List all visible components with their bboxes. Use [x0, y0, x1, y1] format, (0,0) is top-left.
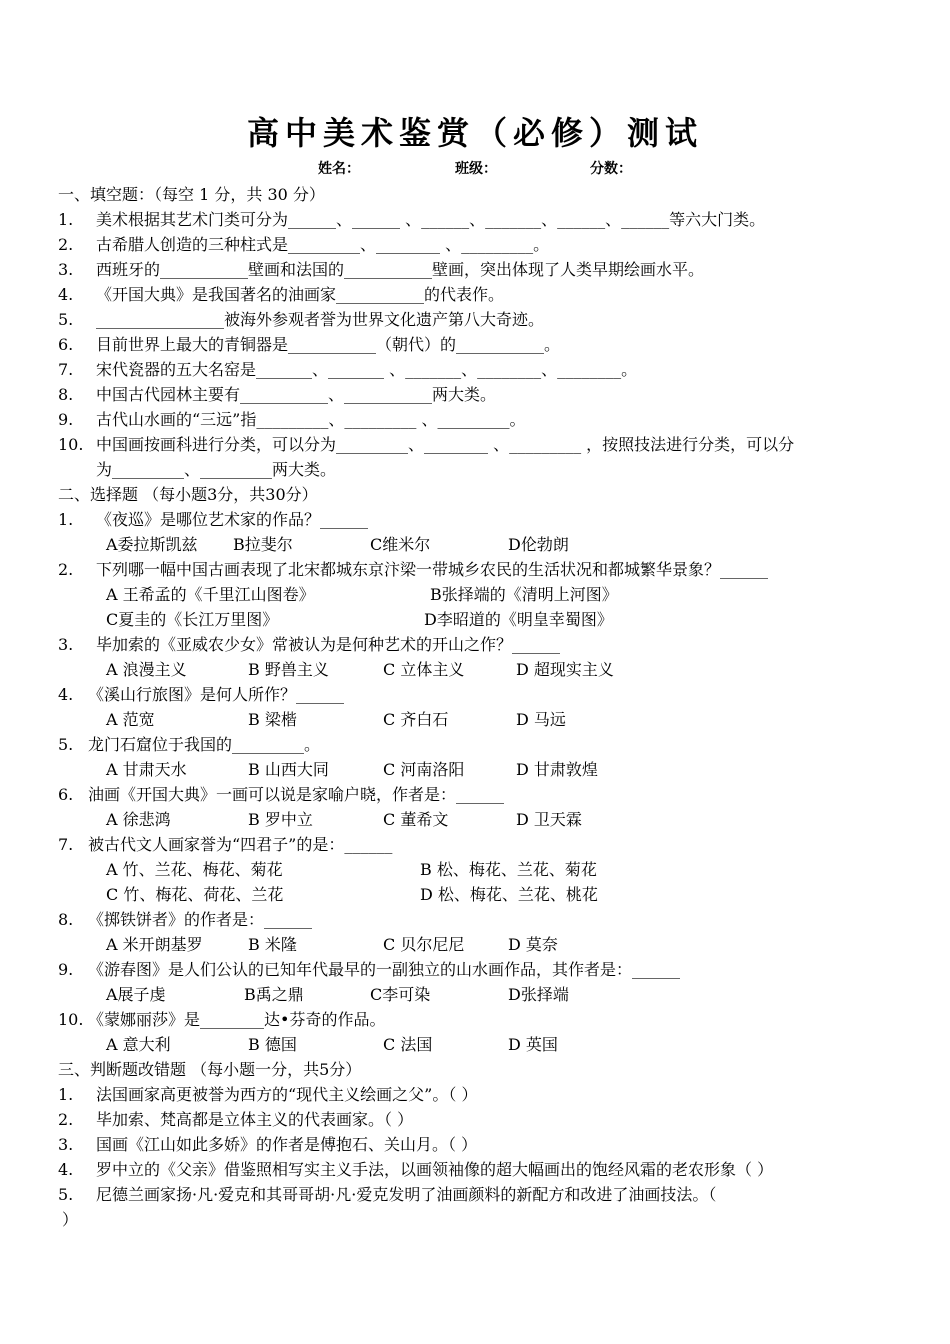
question: 3. 国画《江山如此多娇》的作者是傅抱石、关山月。（ ） — [58, 1135, 478, 1154]
question: 5. 龙门石窟位于我国的_________。 — [58, 735, 321, 754]
question: 5. 尼德兰画家扬·凡·爱克和其哥哥胡·凡·爱克发明了油画颜料的新配方和改进了油画技法。（ — [58, 1185, 717, 1204]
options-row — [58, 582, 908, 607]
option-d: D 马远 — [516, 710, 566, 729]
question: 1. 美术根据其艺术门类可分为______、______ 、______、_______、______、______等六大门类。 — [58, 210, 766, 229]
options-row — [58, 932, 908, 957]
option-a: A 竹、兰花、梅花、菊花 — [106, 860, 283, 879]
options-row — [58, 707, 908, 732]
question: 3. 西班牙的___________壁画和法国的___________壁画，突出体现了人类早期绘画水平。 — [58, 260, 705, 279]
options-row — [58, 532, 908, 557]
option-a: A 范宽 — [106, 710, 155, 729]
option-b: B 米隆 — [248, 935, 297, 954]
option-b: B 山西大同 — [248, 760, 329, 779]
option-b: B拉斐尔 — [233, 535, 293, 554]
question: 2. 下列哪一幅中国古画表现了北宋都城东京汴梁一带城乡农民的生活状况和都城繁华景象？______ — [58, 560, 769, 579]
page-title: 高中美术鉴赏（必修）测试 — [246, 114, 703, 152]
question: 10. 《蒙娜丽莎》是________达•芬奇的作品。 — [58, 1010, 386, 1029]
option-a: A展子虔 — [106, 985, 166, 1004]
option-a: A 徐悲鸿 — [106, 810, 171, 829]
question: 2. 毕加索、梵高都是立体主义的代表画家。（ ） — [58, 1110, 414, 1129]
option-c: C 立体主义 — [383, 660, 465, 679]
option-d: D 莫奈 — [508, 935, 558, 954]
section-heading: 三、判断题改错题 （每小题一分，共5分） — [58, 1060, 362, 1079]
option-d: D 超现实主义 — [516, 660, 614, 679]
option-b: B 德国 — [248, 1035, 297, 1054]
option-d: D张择端 — [508, 985, 569, 1004]
option-a: A 米开朗基罗 — [106, 935, 203, 954]
question: 6. 目前世界上最大的青铜器是___________（朝代）的___________。 — [58, 335, 561, 354]
question: 4. 《开国大典》是我国著名的油画家___________的代表作。 — [58, 285, 505, 304]
section-heading: 一、填空题：（每空 1 分，共 30 分） — [58, 185, 325, 204]
options-row — [58, 657, 908, 682]
exam-content — [58, 182, 908, 1232]
student-info — [0, 158, 950, 182]
options-row — [58, 857, 908, 882]
question: 1. 法国画家高更被誉为西方的“现代主义绘画之父”。（ ） — [58, 1085, 478, 1104]
option-d: D 英国 — [508, 1035, 558, 1054]
option-c: C维米尔 — [370, 535, 431, 554]
option-c: C 河南洛阳 — [383, 760, 465, 779]
option-a: A委拉斯凯兹 — [106, 535, 198, 554]
question: 4. 罗中立的《父亲》借鉴照相写实主义手法，以画领袖像的超大幅画出的饱经风霜的老农形象（ ） — [58, 1160, 774, 1179]
options-row — [58, 807, 908, 832]
options-row — [58, 882, 908, 907]
question: 2. 古希腊人创造的三种柱式是_________、________ 、_________。 — [58, 235, 550, 254]
option-d: D伦勃朗 — [508, 535, 569, 554]
option-c: C 法国 — [383, 1035, 433, 1054]
class-label: 班级： — [455, 161, 497, 177]
question: 1. 《夜巡》是哪位艺术家的作品？______ — [58, 510, 369, 529]
option-a: A 浪漫主义 — [106, 660, 187, 679]
option-a: A 意大利 — [106, 1035, 171, 1054]
option-d: D 卫天霖 — [516, 810, 582, 829]
option-d: D李昭道的《明皇幸蜀图》 — [424, 610, 613, 629]
score-label: 分数： — [590, 161, 632, 177]
question: 5. ________________被海外参观者誉为世界文化遗产第八大奇迹。 — [58, 310, 545, 329]
option-b: B 野兽主义 — [248, 660, 329, 679]
option-d: D 甘肃敦煌 — [516, 760, 598, 779]
options-row — [58, 1032, 908, 1057]
question: 7. 宋代瓷器的五大名窑是_______、_______ 、_______、________、________。 — [58, 360, 638, 379]
option-b: B 松、梅花、兰花、菊花 — [420, 860, 597, 879]
option-b: B张择端的《清明上河图》 — [430, 585, 618, 604]
option-c: C夏圭的《长江万里图》 — [106, 610, 279, 629]
question: 9. 古代山水画的“三远”指_________、_________ 、_________。 — [58, 410, 526, 429]
option-b: B 梁楷 — [248, 710, 297, 729]
question: 8. 中国古代园林主要有___________、___________两大类。 — [58, 385, 497, 404]
option-a: A 甘肃天水 — [106, 760, 187, 779]
question: 10. 中国画按画科进行分类，可以分为_________、________ 、_________ ，按照技法进行分类，可以分 — [58, 435, 795, 454]
question: 4. 《溪山行旅图》是何人所作？______ — [58, 685, 345, 704]
option-c: C 贝尔尼尼 — [383, 935, 465, 954]
option-c: C 董希文 — [383, 810, 449, 829]
question-continued: ） — [62, 1210, 79, 1229]
option-b: B 罗中立 — [248, 810, 313, 829]
option-c: C 竹、梅花、荷花、兰花 — [106, 885, 284, 904]
option-c: C 齐白石 — [383, 710, 449, 729]
options-row — [58, 757, 908, 782]
option-d: D 松、梅花、兰花、桃花 — [420, 885, 598, 904]
option-c: C李可染 — [370, 985, 431, 1004]
options-row — [58, 607, 908, 632]
option-b: B禹之鼎 — [244, 985, 304, 1004]
question: 9. 《游春图》是人们公认的已知年代最早的一副独立的山水画作品，其作者是：______ — [58, 960, 681, 979]
question: 7. 被古代文人画家誉为“四君子”的是：______ — [58, 835, 393, 854]
question: 6. 油画《开国大典》一画可以说是家喻户晓，作者是：______ — [58, 785, 505, 804]
name-label: 姓名： — [318, 161, 360, 177]
option-a: A 王希孟的《千里江山图卷》 — [106, 585, 315, 604]
section-heading: 二、选择题 （每小题3分，共30分） — [58, 485, 318, 504]
question: 8. 《掷铁饼者》的作者是：______ — [58, 910, 313, 929]
options-row — [58, 982, 908, 1007]
question-continued: 为_________、_________两大类。 — [96, 460, 337, 479]
question: 3. 毕加索的《亚威农少女》常被认为是何种艺术的开山之作？______ — [58, 635, 561, 654]
